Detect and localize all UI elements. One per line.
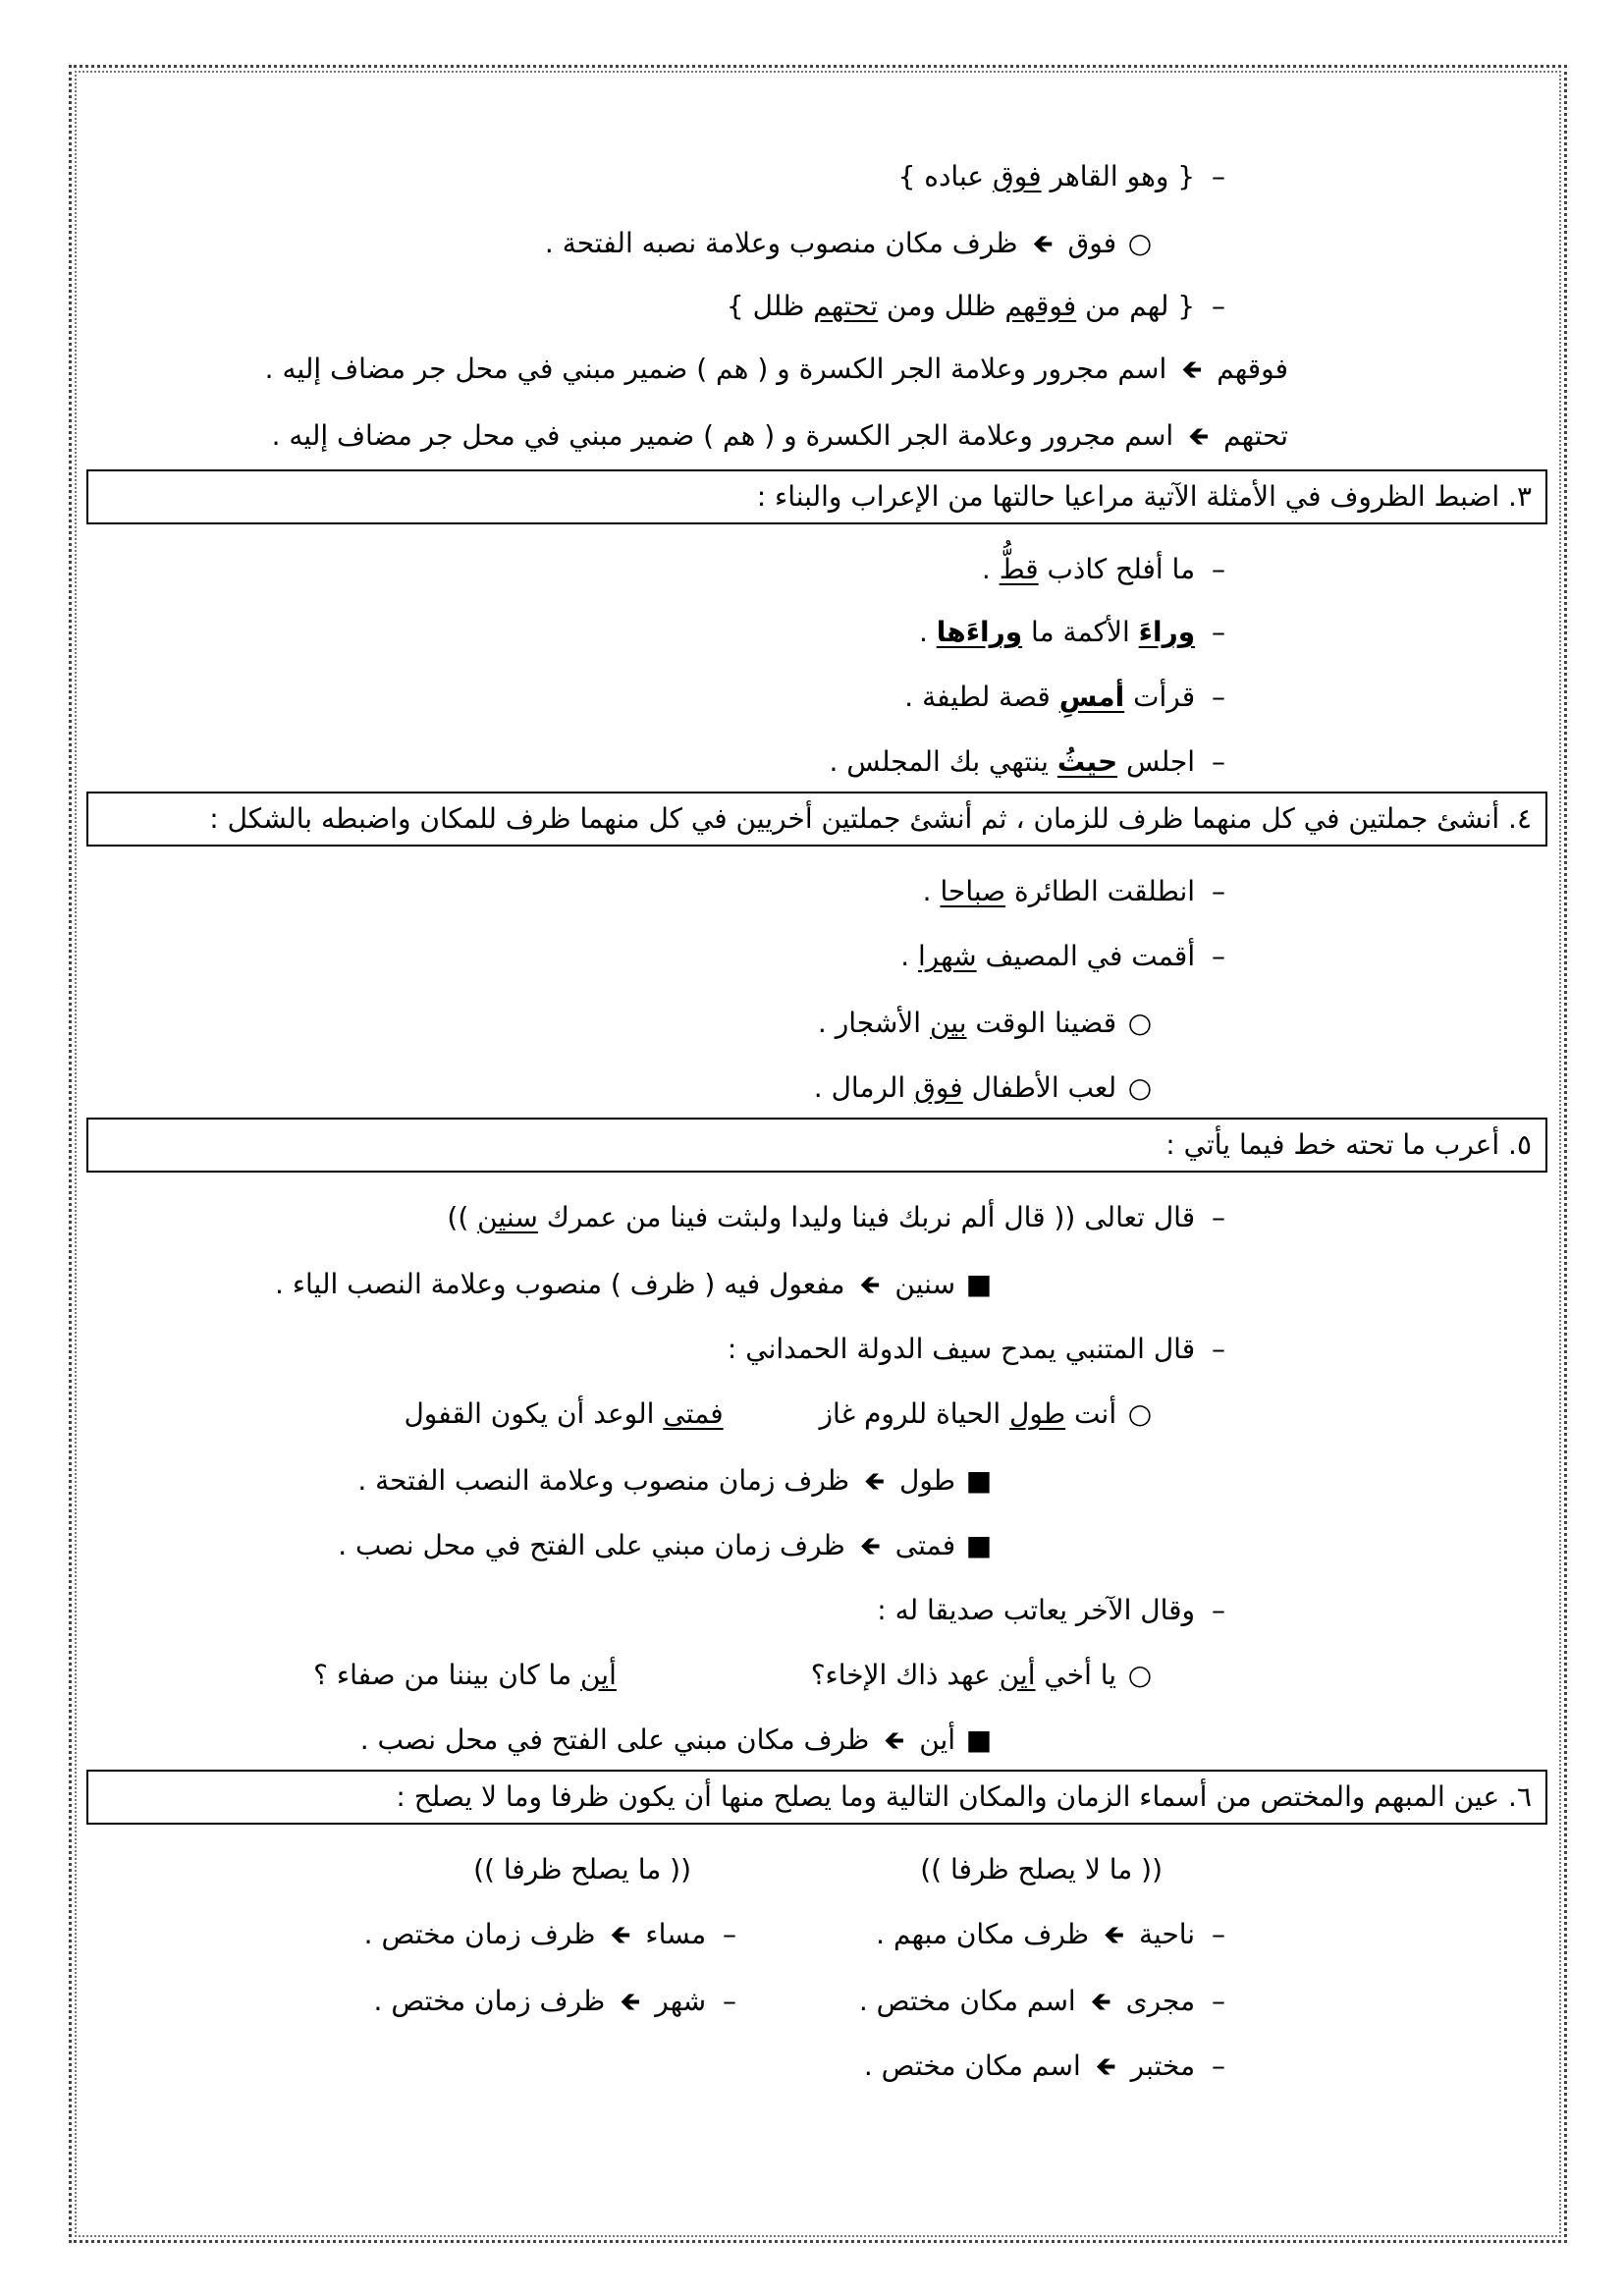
q4-sub-item: ○ قضينا الوقت بين الأشجار . xyxy=(817,1007,1153,1039)
left-arrow-icon: 🡸 xyxy=(1103,1921,1125,1950)
question-6-box xyxy=(86,1770,1547,1825)
left-arrow-icon: 🡸 xyxy=(1032,230,1054,259)
question-3-heading: ٣. اضبط الظروف في الأمثلة الآتية مراعيا حالتها من الإعراب والبناء : xyxy=(756,480,1532,513)
analysis-line-1: ○ فوق 🡸 ظرف مكان منصوب وعلامة نصبه الفتحة . xyxy=(544,227,1153,259)
q5-answer: ■ فمتى 🡸 ظرف زمان مبني على الفتح في محل نصب . xyxy=(338,1529,993,1561)
q3-item: – ما أفلح كاذب قطُّ . xyxy=(981,553,1225,585)
question-4-heading: ٤. أنشئ جملتين في كل منهما ظرف للزمان ، ثم أنشئ جملتين أخريين في كل منهما ظرف للمكان واضبطه بالشكل : xyxy=(209,802,1532,835)
q5-quote: – وقال الآخر يعاتب صديقا له : xyxy=(877,1594,1225,1626)
left-arrow-icon: 🡸 xyxy=(859,1271,881,1300)
column-header-adverb: (( ما يصلح ظرفا )) xyxy=(473,1853,691,1886)
question-4-box xyxy=(86,792,1547,847)
example-line-2: – { لهم من فوقهم ظلل ومن تحتهم ظلل } xyxy=(726,290,1225,322)
left-arrow-icon: 🡸 xyxy=(1188,422,1210,452)
q4-sub-item: ○ لعب الأطفال فوق الرمال . xyxy=(813,1071,1153,1104)
example-line-1: – { وهو القاهر فوق عباده } xyxy=(897,160,1225,192)
analysis-line-3: تحتهم 🡸 اسم مجرور وعلامة الجر الكسرة و ( هم ) ضمير مبني في محل جر مضاف إليه . xyxy=(271,419,1288,452)
q5-answer: ■ طول 🡸 ظرف زمان منصوب وعلامة النصب الفتحة . xyxy=(357,1464,993,1497)
q3-item: – قرأت أمسِ قصة لطيفة . xyxy=(904,681,1225,713)
q5-quote: – قال تعالى (( قال ألم نربك فينا وليدا ولبثت فينا من عمرك سنين )) xyxy=(447,1201,1225,1233)
left-arrow-icon: 🡸 xyxy=(859,1532,881,1561)
q6-right-item: – مجرى 🡸 اسم مكان مختص . xyxy=(858,1985,1225,2017)
q4-item: – انطلقت الطائرة صباحا . xyxy=(922,875,1225,907)
left-arrow-icon: 🡸 xyxy=(1095,2052,1116,2082)
q6-left-item: – شهر 🡸 ظرف زمان مختص . xyxy=(373,1985,736,2017)
q6-left-item: – مساء 🡸 ظرف زمان مختص . xyxy=(363,1918,736,1950)
q3-item: – وراءَ الأكمة ما وراءَها . xyxy=(918,616,1225,648)
question-6-heading: ٦. عين المبهم والمختص من أسماء الزمان والمكان التالية وما يصلح منها أن يكون ظرفا وما لا يصلح : xyxy=(396,1780,1532,1813)
q5-answer: ■ أين 🡸 ظرف مكان مبني على الفتح في محل نصب . xyxy=(359,1723,993,1756)
q4-item: – أقمت في المصيف شهرا . xyxy=(900,940,1225,972)
left-arrow-icon: 🡸 xyxy=(1181,355,1203,385)
analysis-line-2: فوقهم 🡸 اسم مجرور وعلامة الجر الكسرة و ( هم ) ضمير مبني في محل جر مضاف إليه . xyxy=(264,353,1288,385)
question-5-box xyxy=(86,1118,1547,1173)
q5-quote: – قال المتنبي يمدح سيف الدولة الحمداني : xyxy=(727,1333,1225,1365)
left-arrow-icon: 🡸 xyxy=(610,1921,631,1950)
question-5-heading: ٥. أعرب ما تحته خط فيما يأتي : xyxy=(1165,1128,1532,1161)
column-header-not-adverb: (( ما لا يصلح ظرفا )) xyxy=(920,1853,1163,1886)
q6-right-item: – ناحية 🡸 ظرف مكان مبهم . xyxy=(876,1918,1225,1950)
q5-answer: ■ سنين 🡸 مفعول فيه ( ظرف ) منصوب وعلامة النصب الياء . xyxy=(275,1268,993,1300)
left-arrow-icon: 🡸 xyxy=(863,1467,886,1497)
q5-verse-1: ○ أنت طول الحياة للروم غاز فمتى الوعد أن يكون القفول xyxy=(404,1397,1153,1430)
question-3-box xyxy=(86,469,1547,524)
q5-verse-2: ○ يا أخي أين عهد ذاك الإخاء؟ أين ما كان بيننا من صفاء ؟ xyxy=(313,1659,1153,1691)
left-arrow-icon: 🡸 xyxy=(884,1726,905,1756)
q6-right-item: – مختبر 🡸 اسم مكان مختص . xyxy=(863,2050,1225,2082)
q3-item: – اجلس حيثُ ينتهي بك المجلس . xyxy=(829,745,1225,778)
left-arrow-icon: 🡸 xyxy=(620,1988,641,2017)
left-arrow-icon: 🡸 xyxy=(1090,1988,1111,2017)
